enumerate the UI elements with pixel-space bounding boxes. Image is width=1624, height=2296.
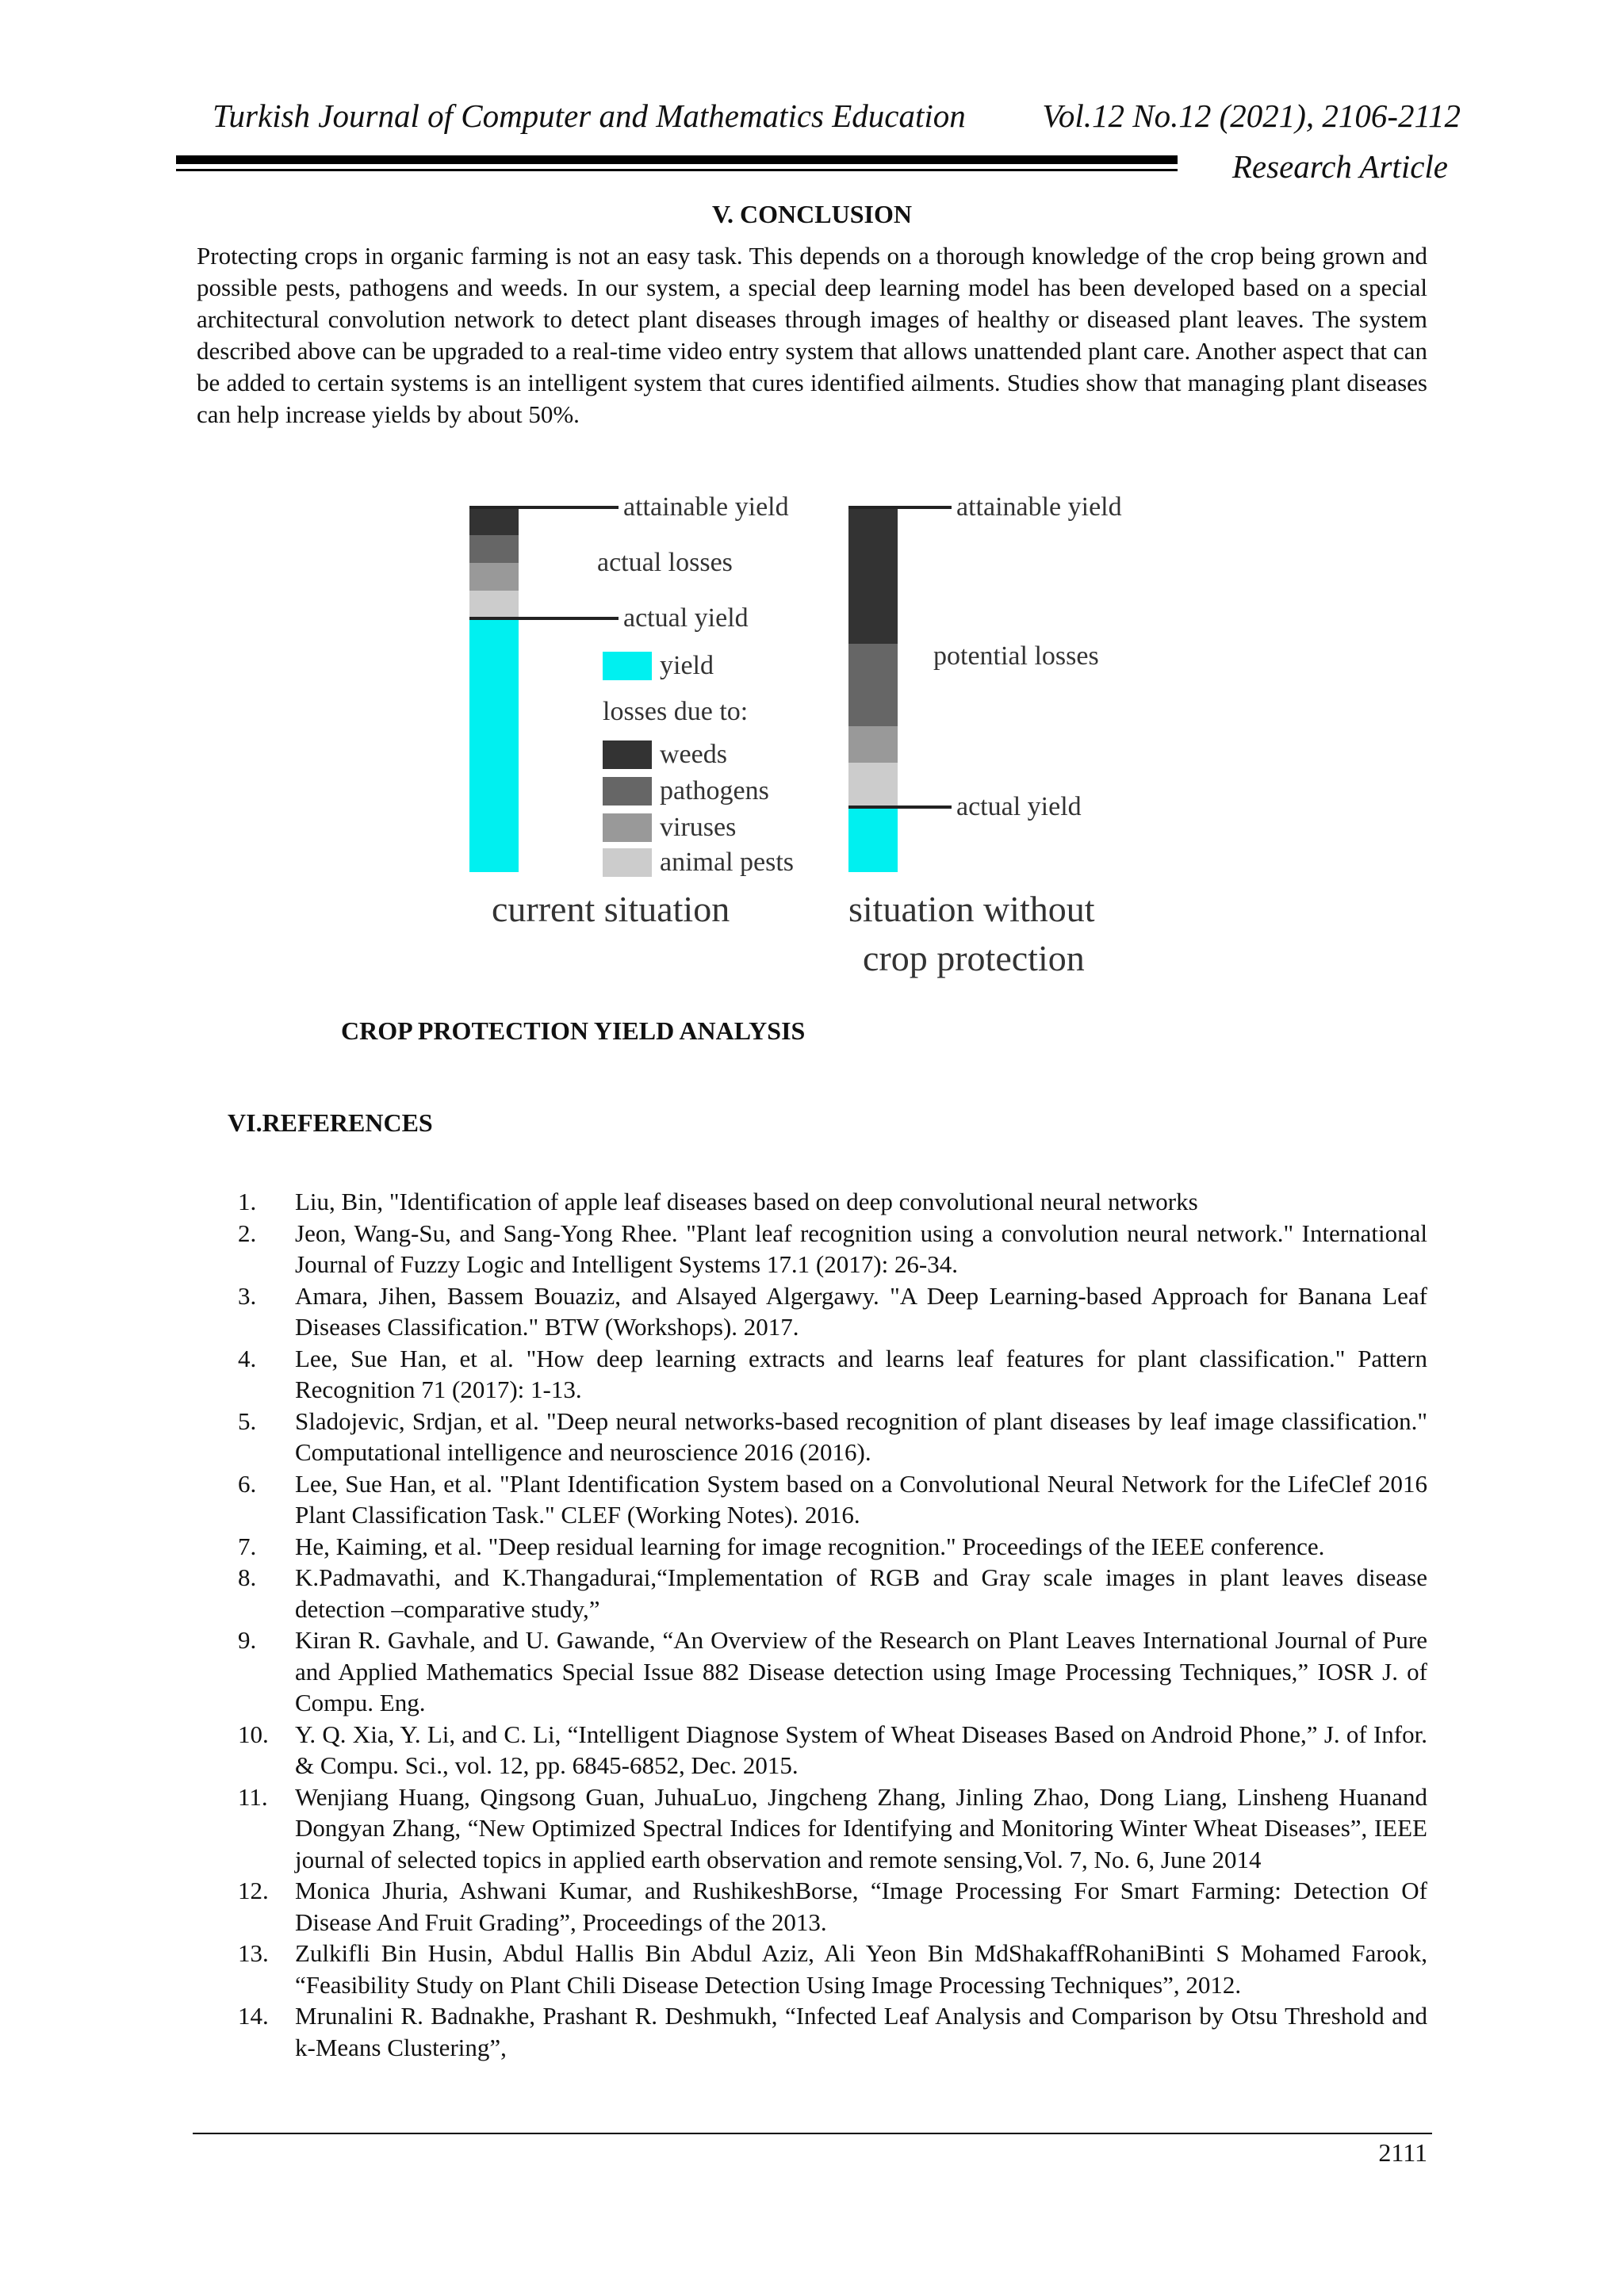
- reference-text: Wenjiang Huang, Qingsong Guan, JuhuaLuo, Jingcheng Zhang, Jinling Zhao, Dong Liang, Linsheng Huanand Dongyan Zhang, “New Optimized Spectral Indices for Identifying and Monitoring Winter Wheat Diseases”, IEEE journal of selected topics in applied earth observation and remote sensing,Vol. 7, No. 6, June 2014: [295, 1782, 1427, 1873]
- reference-list: [238, 1186, 1427, 2063]
- reference-item: [238, 1406, 1427, 1468]
- conclusion-paragraph: Protecting crops in organic farming is not an easy task. This depends on a thorough knowledge of the crop being grown and possible pests, pathogens and weeds. In our system, a special deep learning model has been developed based on a special architectural convolution network to detect plant diseases through images of healthy or diseased plant leaves. The system described above can be upgraded to a real-time video entry system that allows unattended plant care. Another aspect that can be added to certain systems is an intelligent system that cures identified ailments. Studies show that managing plant diseases can help increase yields by about 50%.: [197, 242, 1427, 428]
- without-protection-label-line2: crop protection: [863, 938, 1085, 978]
- yield-figure: [460, 476, 1158, 991]
- legend-swatch-viruses: [603, 813, 652, 842]
- reference-number: 9.: [238, 1626, 257, 1654]
- reference-number: 4.: [238, 1344, 257, 1372]
- header-rule-thick: [176, 155, 1178, 164]
- reference-item: [238, 1468, 1427, 1531]
- reference-item: [238, 1186, 1427, 1218]
- reference-item: [238, 1875, 1427, 1938]
- article-type: Research Article: [1231, 148, 1448, 185]
- reference-text: Jeon, Wang-Su, and Sang-Yong Rhee. "Plant leaf recognition using a convolution neural network." International Journal of Fuzzy Logic and Intelligent Systems 17.1 (2017): 26-34.: [295, 1219, 1427, 1278]
- reference-text: He, Kaiming, et al. "Deep residual learning for image recognition." Proceedings of the IEEE conference.: [295, 1532, 1325, 1560]
- reference-text: Kiran R. Gavhale, and U. Gawande, “An Overview of the Research on Plant Leaves International Journal of Pure and Applied Mathematics Special Issue 882 Disease detection using Image Processing Techniques,” IOSR J. of Compu. Eng.: [295, 1626, 1427, 1716]
- reference-number: 8.: [238, 1563, 257, 1591]
- legend-viruses: viruses: [660, 813, 737, 842]
- reference-item: [238, 1719, 1427, 1781]
- left-bar-yield: [469, 618, 519, 872]
- left-bar-pathogens: [469, 535, 519, 563]
- reference-item: [238, 1343, 1427, 1406]
- current-situation-label: current situation: [492, 889, 730, 929]
- legend-swatch-weeds: [603, 740, 652, 769]
- without-protection-bar: [848, 507, 898, 872]
- reference-text: Y. Q. Xia, Y. Li, and C. Li, “Intelligent Diagnose System of Wheat Diseases Based on Android Phone,” J. of Infor. & Compu. Sci., vol. 12, pp. 6845-6852, Dec. 2015.: [295, 1720, 1427, 1779]
- page-number: 2111: [1378, 2138, 1427, 2167]
- right-bar-viruses: [848, 726, 898, 763]
- potential-losses-label: potential losses: [933, 641, 1099, 671]
- reference-item: [238, 1218, 1427, 1280]
- header-rule-thin: [176, 169, 1178, 171]
- legend-swatch-animal-pests: [603, 848, 652, 877]
- reference-text: K.Padmavathi, and K.Thangadurai,“Implementation of RGB and Gray scale images in plant leaves disease detection –comparative study,”: [295, 1563, 1427, 1623]
- reference-text: Lee, Sue Han, et al. "Plant Identification System based on a Convolutional Neural Network for the LifeClef 2016 Plant Classification Task." CLEF (Working Notes). 2016.: [295, 1469, 1427, 1529]
- reference-number: 2.: [238, 1219, 257, 1247]
- reference-number: 6.: [238, 1469, 257, 1498]
- left-bar-weeds: [469, 507, 519, 535]
- legend-weeds: weeds: [660, 740, 727, 769]
- journal-volume: Vol.12 No.12 (2021), 2106-2112: [1042, 98, 1461, 134]
- reference-text: Liu, Bin, "Identification of apple leaf diseases based on deep convolutional neural networks: [295, 1188, 1198, 1215]
- reference-number: 1.: [238, 1188, 257, 1215]
- right-actual-yield-label: actual yield: [956, 792, 1082, 821]
- reference-text: Lee, Sue Han, et al. "How deep learning extracts and learns leaf features for plant classification." Pattern Recognition 71 (2017): 1-13.: [295, 1344, 1427, 1403]
- reference-item: [238, 1280, 1427, 1343]
- reference-number: 13.: [238, 1939, 269, 1967]
- actual-losses-label: actual losses: [597, 548, 733, 577]
- reference-number: 10.: [238, 1720, 269, 1748]
- right-attainable-label: attainable yield: [956, 492, 1122, 522]
- reference-item: [238, 1624, 1427, 1719]
- reference-text: Mrunalini R. Badnakhe, Prashant R. Deshmukh, “Infected Leaf Analysis and Comparison by Otsu Threshold and k-Means Clustering”,: [295, 2002, 1427, 2061]
- conclusion-heading: V. CONCLUSION: [712, 200, 912, 228]
- yield-diagram: [460, 476, 1158, 991]
- legend-heading: losses due to:: [603, 697, 749, 726]
- figure-caption: CROP PROTECTION YIELD ANALYSIS: [341, 1016, 806, 1045]
- reference-text: Monica Jhuria, Ashwani Kumar, and RushikeshBorse, “Image Processing For Smart Farming: Detection Of Disease And Fruit Grading”, Proceedings of the 2013.: [295, 1877, 1427, 1936]
- right-bar-animal-pests: [848, 763, 898, 807]
- reference-number: 3.: [238, 1281, 257, 1310]
- legend-pathogens: pathogens: [660, 776, 769, 806]
- legend-swatch-yield: [603, 652, 652, 680]
- reference-text: Sladojevic, Srdjan, et al. "Deep neural networks-based recognition of plant diseases by leaf image classification." Computational intelligence and neuroscience 2016 (2016).: [295, 1406, 1427, 1466]
- reference-item: [238, 2000, 1427, 2063]
- legend-swatch-pathogens: [603, 777, 652, 806]
- reference-item: [238, 1938, 1427, 2000]
- reference-item: [238, 1562, 1427, 1624]
- legend: [603, 651, 794, 877]
- footer-rule: [193, 2133, 1432, 2134]
- reference-item: [238, 1781, 1427, 1876]
- right-bar-pathogens: [848, 644, 898, 726]
- left-actual-yield-label: actual yield: [623, 603, 749, 633]
- reference-number: 7.: [238, 1532, 257, 1560]
- reference-number: 11.: [238, 1782, 268, 1811]
- left-attainable-label: attainable yield: [623, 492, 789, 522]
- reference-item: [238, 1531, 1427, 1563]
- without-protection-label-line1: situation without: [848, 889, 1095, 929]
- reference-text: Amara, Jihen, Bassem Bouaziz, and Alsayed Algergawy. "A Deep Learning-based Approach for Banana Leaf Diseases Classification." BTW (Workshops). 2017.: [295, 1281, 1427, 1341]
- references-heading: VI.REFERENCES: [228, 1108, 433, 1137]
- reference-number: 14.: [238, 2002, 269, 2030]
- reference-text: Zulkifli Bin Husin, Abdul Hallis Bin Abdul Aziz, Ali Yeon Bin MdShakaffRohaniBinti S Mohamed Farook, “Feasibility Study on Plant Chili Disease Detection Using Image Processing Techniques”, 2012.: [295, 1939, 1427, 1999]
- legend-animal-pests: animal pests: [660, 848, 795, 877]
- right-bar-yield: [848, 807, 898, 872]
- right-bar-weeds: [848, 507, 898, 644]
- current-situation-bar: [469, 507, 519, 872]
- left-bar-viruses: [469, 563, 519, 591]
- reference-number: 12.: [238, 1877, 269, 1904]
- reference-number: 5.: [238, 1406, 257, 1435]
- journal-name: Turkish Journal of Computer and Mathematics Education: [213, 98, 966, 134]
- legend-yield: yield: [660, 651, 714, 680]
- left-bar-animal-pests: [469, 591, 519, 618]
